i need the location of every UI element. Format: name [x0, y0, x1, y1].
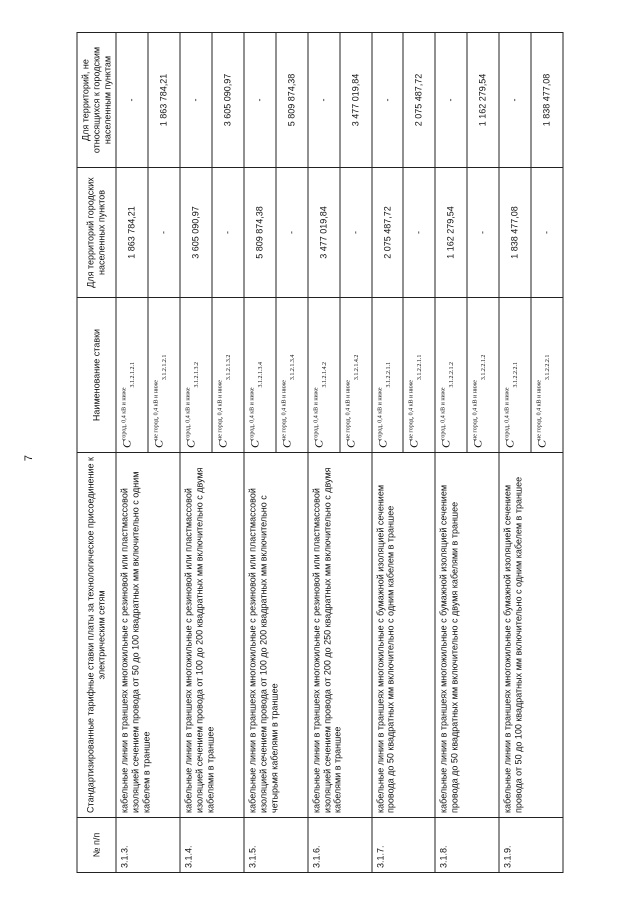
rate-letter: C — [375, 439, 390, 448]
row-description: кабельные линии в траншеях многожильные с бумажной изоляцией сечением провода от 50 до 100 квадратных мм включительно с одним кабелем в траншее — [499, 452, 563, 817]
rate-subscript: 3.1.2.2.1.1 — [385, 361, 392, 387]
rate-name — [467, 297, 499, 452]
city-value: 5 809 874,38 — [244, 167, 276, 297]
row-description: кабельные линии в траншеях многожильные с резиновой или пластмассовой изоляцией сечением провода от 100 до 200 квадратных мм включительно с четырьмя кабелями в траншее — [244, 452, 308, 817]
rate-superscript: не город, 0,4 кВ и ниже — [472, 379, 479, 440]
row-description: кабельные линии в траншеях многожильные с бумажной изоляцией сечением провода до 50 квадратных мм включительно с одним кабелем в траншее — [372, 452, 436, 817]
rate-name — [276, 297, 308, 452]
city-value: - — [403, 167, 435, 297]
rural-value: - — [435, 32, 467, 167]
rate-letter: C — [438, 439, 453, 448]
rate-subscript: 3.1.2.1.4.2 — [321, 361, 328, 387]
page-number: 7 — [23, 454, 36, 462]
rate-subscript: 3.1.2.1.2.1 — [130, 361, 137, 387]
rate-letter: C — [502, 439, 517, 448]
rate-name — [180, 297, 212, 452]
rate-subscript: 3.1.2.1.3.4 — [289, 354, 296, 380]
rate-name — [499, 297, 531, 452]
row-number: 3.1.7. — [372, 817, 436, 872]
row-number: 3.1.5. — [244, 817, 308, 872]
header-rural: Для территорий, не относящихся к городским населенным пунктам — [77, 32, 116, 167]
rural-value: - — [372, 32, 404, 167]
row-description: кабельные линии в траншеях многожильные с бумажной изоляцией сечением провода до 50 квадратных мм включительно с двумя кабелями в траншее — [435, 452, 499, 817]
rate-name — [372, 297, 404, 452]
table-row — [308, 32, 340, 872]
rate-symbol — [406, 354, 424, 448]
rate-symbol — [216, 354, 230, 447]
rate-letter: C — [247, 439, 262, 448]
rate-name — [244, 297, 276, 452]
row-number: 3.1.8. — [435, 817, 499, 872]
rate-superscript: город, 0,4 кВ и ниже — [440, 387, 447, 440]
table-row — [435, 32, 467, 872]
rate-name — [116, 297, 148, 452]
rate-superscript: не город, 0,4 кВ и ниже — [153, 379, 160, 440]
rate-superscript: не город, 0,4 кВ и ниже — [408, 379, 415, 440]
rate-symbol — [311, 361, 328, 448]
rate-letter: C — [343, 439, 358, 448]
rate-superscript: город, 0,4 кВ и ниже — [249, 387, 256, 440]
rate-name — [212, 297, 244, 452]
rate-superscript: город, 0,4 кВ и ниже — [313, 387, 320, 440]
rate-symbol — [151, 354, 169, 448]
rate-superscript: город, 0,4 кВ и ниже — [121, 387, 128, 440]
rural-value: 3 477 019,84 — [340, 32, 372, 167]
table-row — [499, 32, 531, 872]
rate-symbol — [247, 361, 264, 448]
rate-superscript: город, 0,4 кВ и ниже — [377, 387, 384, 440]
row-number: 3.1.9. — [499, 817, 563, 872]
row-number: 3.1.3. — [116, 817, 180, 872]
rate-subscript: 3.1.2.2.2.1 — [544, 354, 551, 380]
rate-superscript: не город, 0,4 кВ и ниже — [217, 379, 224, 440]
rate-subscript: 3.1.2.2.2.1 — [512, 361, 519, 387]
header-rate: Наименование ставки — [77, 297, 116, 452]
rate-superscript: не город, 0,4 кВ и ниже — [345, 379, 352, 440]
table-row — [372, 32, 404, 872]
table-body — [116, 32, 563, 872]
rural-value: 3 605 090,97 — [212, 32, 244, 167]
rate-symbol — [183, 361, 201, 448]
city-value: 3 477 019,84 — [308, 167, 340, 297]
rate-name — [531, 297, 563, 452]
header-desc: Стандартизированные тарифные ставки платы за технологическое присоединение к электрическим сетям — [77, 452, 116, 817]
rate-letter: C — [215, 439, 230, 448]
rural-value: - — [244, 32, 276, 167]
city-value: - — [276, 167, 308, 297]
rate-letter: C — [151, 439, 166, 448]
rate-symbol — [534, 354, 551, 448]
rate-letter: C — [183, 439, 198, 448]
row-number: 3.1.6. — [308, 817, 372, 872]
rate-subscript: 3.1.2.1.3.4 — [257, 361, 264, 387]
header-city: Для территорий городских населенных пунктов — [77, 167, 116, 297]
city-value: - — [148, 167, 180, 297]
rate-subscript: 3.1.2.1.2.1 — [162, 354, 169, 380]
city-value: - — [467, 167, 499, 297]
city-value: 1 838 477,08 — [499, 167, 531, 297]
rate-symbol — [343, 354, 360, 448]
rate-name — [403, 297, 435, 452]
city-value: - — [340, 167, 372, 297]
rate-subscript: 3.1.2.2.1.2 — [449, 361, 456, 387]
row-description: кабельные линии в траншеях многожильные с резиновой или пластмассовой изоляцией сечением провода от 100 до 200 квадратных мм включительно с двумя кабелями в траншее — [180, 452, 244, 817]
rural-value: - — [499, 32, 531, 167]
rate-letter: C — [470, 439, 485, 448]
rate-superscript: город, 0,4 кВ и ниже — [504, 387, 511, 440]
table-row — [180, 32, 212, 872]
rate-symbol — [375, 361, 392, 448]
rate-symbol — [438, 361, 456, 448]
rate-subscript: 3.1.2.2.1.1 — [417, 354, 424, 380]
table-row — [116, 32, 148, 872]
rate-superscript: не город, 0,4 кВ и ниже — [536, 379, 543, 440]
rate-name — [435, 297, 467, 452]
rural-value: 1 162 279,54 — [467, 32, 499, 167]
rural-value: 5 809 874,38 — [276, 32, 308, 167]
city-value: 1 863 784,21 — [116, 167, 148, 297]
row-description: кабельные линии в траншеях многожильные с резиновой или пластмассовой изоляцией сечением провода от 50 до 100 квадратных мм включительно с одним кабелем в траншее — [116, 452, 180, 817]
rate-name — [308, 297, 340, 452]
rate-name — [340, 297, 372, 452]
rate-letter: C — [406, 439, 421, 448]
rural-value: 1 863 784,21 — [148, 32, 180, 167]
rate-subscript: 3.1.2.1.3.2 — [225, 354, 232, 380]
tariff-table — [77, 32, 564, 873]
city-value: - — [531, 167, 563, 297]
rate-letter: C — [119, 439, 134, 448]
rate-subscript: 3.1.2.2.1.2 — [481, 354, 488, 380]
rate-name — [148, 297, 180, 452]
city-value: 1 162 279,54 — [435, 167, 467, 297]
city-value: 3 605 090,97 — [180, 167, 212, 297]
rural-value: 1 838 477,08 — [531, 32, 563, 167]
rate-symbol — [503, 362, 517, 448]
rate-letter: C — [279, 439, 294, 448]
city-value: - — [212, 167, 244, 297]
city-value: 2 075 487,72 — [372, 167, 404, 297]
rural-value: - — [180, 32, 212, 167]
row-description: кабельные линии в траншеях многожильные с резиновой или пластмассовой изоляцией сечением провода от 200 до 250 квадратных мм включительно с двумя кабелями в траншее — [308, 452, 372, 817]
table-row — [244, 32, 276, 872]
rate-superscript: город, 0,4 кВ и ниже — [185, 387, 192, 440]
row-number: 3.1.4. — [180, 817, 244, 872]
rate-symbol — [119, 361, 137, 448]
header-num: № п/п — [77, 817, 116, 872]
rural-value: 2 075 487,72 — [403, 32, 435, 167]
rate-subscript: 3.1.2.1.3.2 — [194, 361, 201, 387]
rate-letter: C — [311, 439, 326, 448]
rate-letter: C — [534, 439, 549, 448]
rotated-table-container — [77, 33, 564, 873]
rate-symbol — [470, 354, 488, 448]
table-header-row — [77, 32, 116, 872]
rate-symbol — [279, 354, 296, 448]
rural-value: - — [308, 32, 340, 167]
rural-value: - — [116, 32, 148, 167]
rate-superscript: не город, 0,4 кВ и ниже — [281, 379, 288, 440]
rate-subscript: 3.1.2.1.4.2 — [353, 354, 360, 380]
